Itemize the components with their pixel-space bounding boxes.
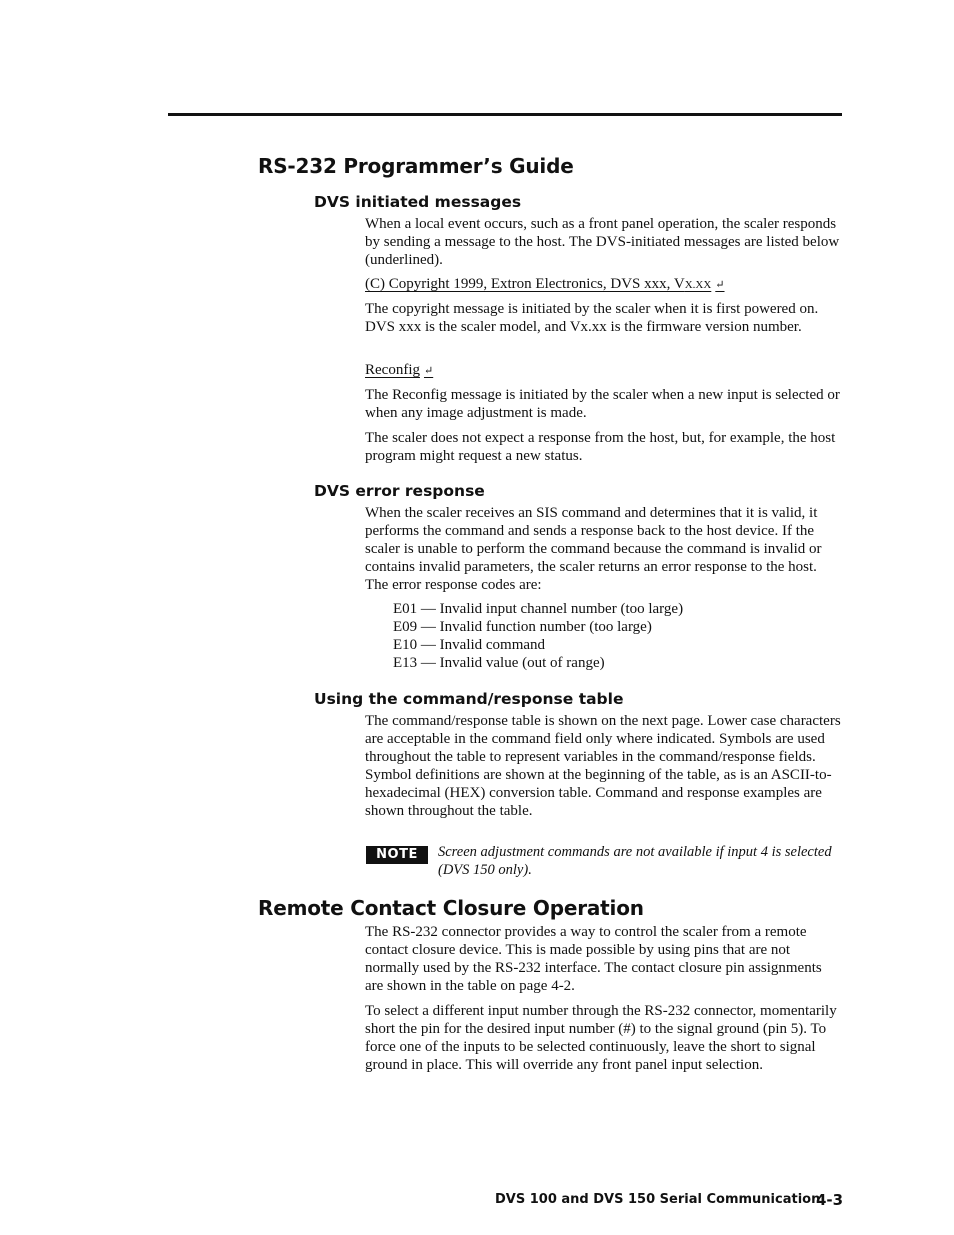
return-icon: ↵ xyxy=(715,279,725,291)
reconfig-message xyxy=(365,361,843,380)
return-icon: ↵ xyxy=(423,365,434,377)
dvs-initiated-intro: When a local event occurs, such as a front panel operation, the scaler responds by sending a message to the host. The DVS-initiated messages are listed below (underlined). xyxy=(365,216,840,268)
note-text: Screen adjustment commands are not available if input 4 is selected (DVS 150 only). xyxy=(438,844,832,878)
reconfig-description: The Reconfig message is initiated by the scaler when a new input is selected or when any image adjustment is made. xyxy=(365,387,840,421)
command-table-body: The command/response table is shown on the next page. Lower case characters are acceptable in the command field only where indicated. Symbols are used throughout the table to represent variables in the command/response fields. Symbol definitions are shown at the beginning of the table, as is an ASCII-to-hexadecimal (HEX) conversion table. Command and response examples are shown throughout the table. xyxy=(365,713,841,819)
copyright-description: The copyright message is initiated by the scaler when it is first powered on. DVS xxx is the scaler model, and Vx.xx is the firmware version number. xyxy=(365,301,819,335)
section-title-rs232: RS-232 Programmer’s Guide xyxy=(258,154,574,178)
heading-command-table: Using the command/response table xyxy=(314,690,624,708)
section-title-remote-contact: Remote Contact Closure Operation xyxy=(258,896,644,920)
heading-dvs-initiated: DVS initiated messages xyxy=(314,193,522,211)
copyright-version: X.XX xyxy=(684,279,712,291)
reconfig-message-text: Reconfig xyxy=(365,362,420,378)
error-response-intro: When the scaler receives an SIS command and determines that it is valid, it performs the command and sends a response back to the host device. If the scaler is unable to perform the command because the command is invalid or contains invalid parameters, the scaler returns an error response to the host. The error response codes are: xyxy=(365,505,822,593)
error-code-item: E10 — Invalid command xyxy=(393,637,546,653)
error-code-item: E13 — Invalid value (out of range) xyxy=(393,655,605,671)
error-code-list xyxy=(393,600,683,672)
footer-title: DVS 100 and DVS 150 Serial Communication xyxy=(495,1192,821,1207)
error-code-item: E01 — Invalid input channel number (too large) xyxy=(393,601,684,617)
copyright-message xyxy=(365,275,843,294)
header-rule xyxy=(168,113,842,116)
error-code-item: E09 — Invalid function number (too large) xyxy=(393,619,652,635)
remote-contact-paragraph-1: The RS-232 connector provides a way to control the scaler from a remote contact closure device. This is made possible by using pins that are not normally used by the RS-232 interface. The contact closure pin assignments are shown in the table on page 4-2. xyxy=(365,924,822,994)
copyright-message-text: (C) Copyright 1999, Extron Electronics, DVS xxx, V xyxy=(365,276,685,292)
note-badge: NOTE xyxy=(366,846,428,864)
heading-dvs-error-response: DVS error response xyxy=(314,482,485,500)
remote-contact-paragraph-2: To select a different input number through the RS-232 connector, momentarily short the pin for the desired input number (#) to the signal ground (pin 5). To force one of the inputs to be selected continuously, leave the short to signal ground in place. This will override any front panel input selection. xyxy=(365,1003,837,1073)
no-response-note: The scaler does not expect a response from the host, but, for example, the host program might request a new status. xyxy=(365,430,836,464)
footer-page-number: 4-3 xyxy=(816,1191,844,1209)
